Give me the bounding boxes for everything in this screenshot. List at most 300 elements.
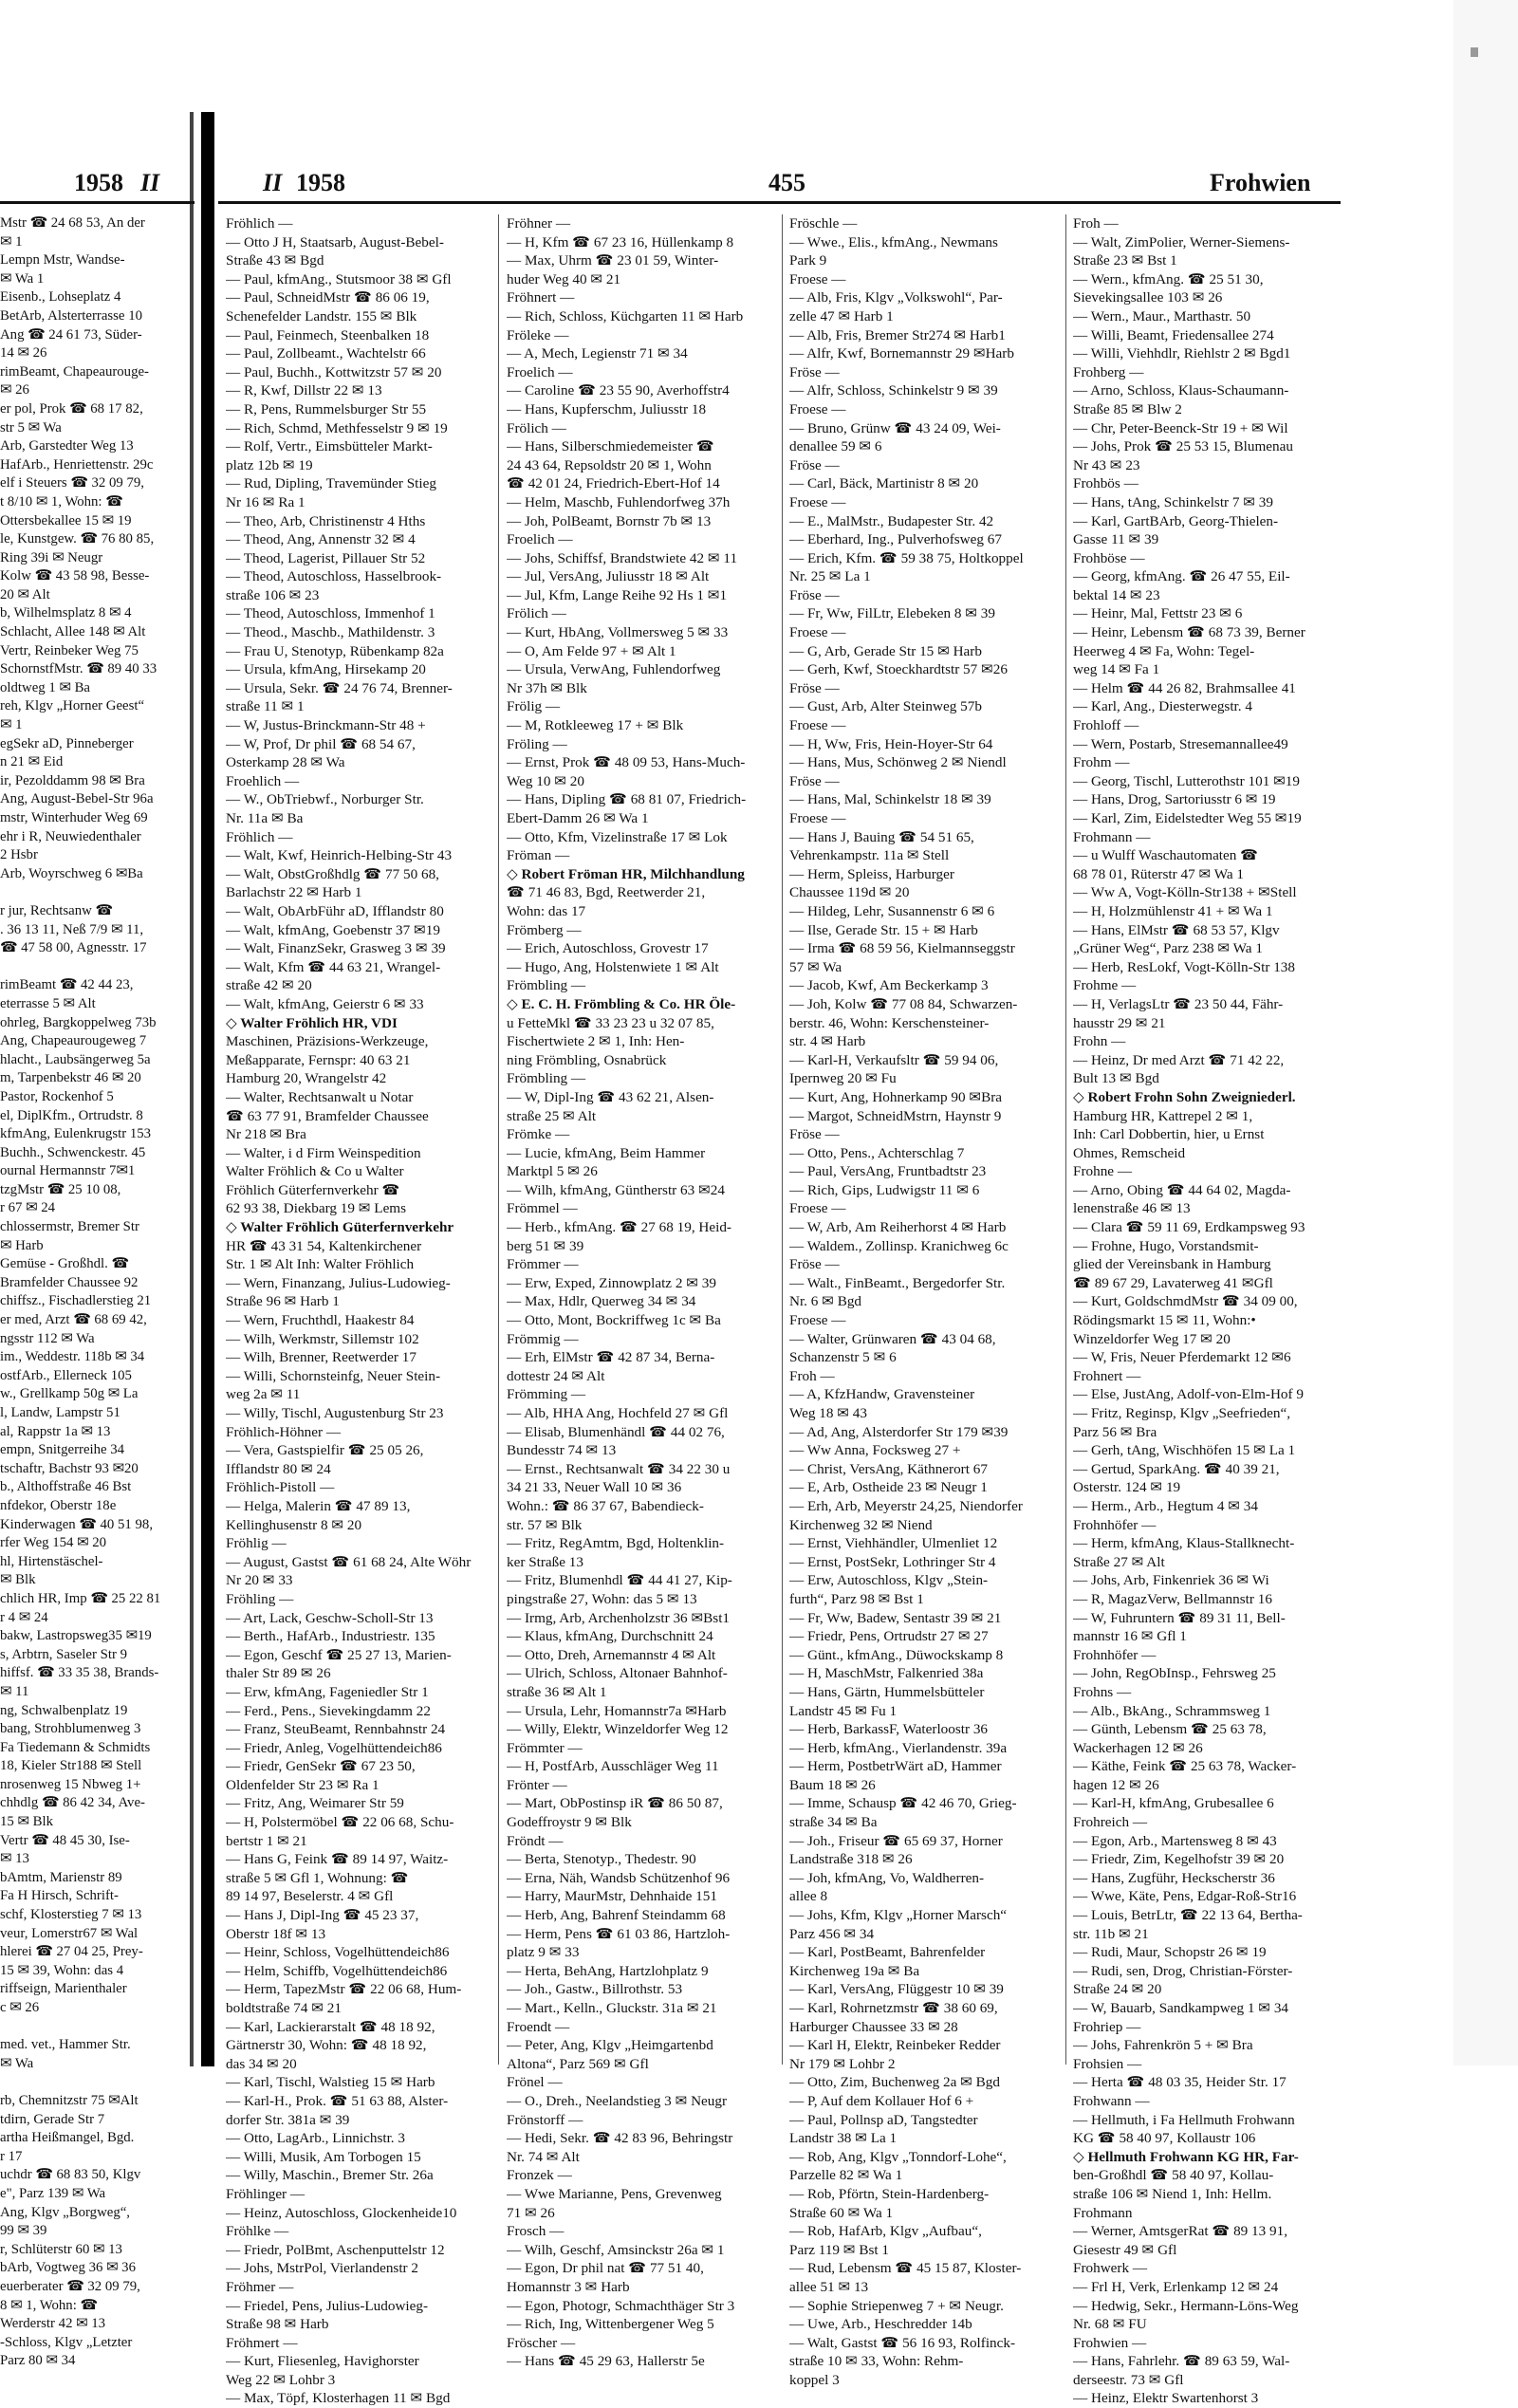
directory-entry-line: Oldenfelder Str 23 ✉ Ra 1	[226, 1776, 380, 1793]
directory-entry-line: — Wwe., Elis., kfmAng., Newmans	[789, 233, 998, 250]
directory-entry-line: Kirchenweg 32 ✉ Niend	[789, 1516, 933, 1533]
directory-entry-line: — H, Ww, Fris, Hein-Hoyer-Str 64	[789, 735, 993, 752]
directory-entry-line: Fa Tiedemann & Schmidts	[0, 1739, 151, 1755]
directory-entry-line: — Chr, Peter-Beenck-Str 19 + ✉ Wil	[1073, 419, 1288, 436]
directory-entry-line: straße 106 ✉ 23	[226, 586, 320, 603]
directory-entry-line: Kolw ☎ 43 58 98, Besse-	[0, 568, 150, 584]
directory-entry-line: Straße 60 ✉ Wa 1	[789, 2204, 894, 2221]
directory-entry-line: b., Althoffstraße 46 Bst	[0, 1479, 132, 1495]
directory-entry-line: Parz 80 ✉ 34	[0, 2353, 76, 2369]
directory-entry-line: — Karl, Lackierarstalt ☎ 48 18 92,	[226, 2018, 435, 2035]
directory-entry-line: egSekr aD, Pinneberger	[0, 735, 134, 751]
directory-entry-line: euerberater ☎ 32 09 79,	[0, 2278, 140, 2294]
directory-column-3	[789, 214, 1061, 2389]
directory-entry-line: Frohbös —	[1073, 475, 1138, 492]
directory-entry-line: — Erw, kfmAng, Fageniedler Str 1	[226, 1683, 429, 1700]
directory-entry-line: ☎ 47 58 00, Agnesstr. 17	[0, 940, 147, 956]
directory-entry-line: Frohberg —	[1073, 363, 1144, 380]
directory-entry-line: Froese —	[789, 717, 846, 734]
directory-entry-line: Ohmes, Remscheid	[1073, 1144, 1186, 1161]
directory-entry-line: rimBeamt ☎ 42 44 23,	[0, 977, 134, 993]
directory-entry-line: straße 25 ✉ Alt	[507, 1107, 597, 1124]
directory-entry-line: — Rolf, Vertr., Eimsbütteler Markt-	[226, 438, 433, 455]
directory-entry-line: — Ulrich, Schloss, Altonaer Bahnhof-	[507, 1665, 728, 1682]
directory-entry-line: — Alb, Fris, Klgv „Volkswohl“, Par-	[789, 289, 1003, 306]
directory-entry-line: Froelich —	[507, 531, 573, 548]
directory-entry-line: furth“, Parz 98 ✉ Bst 1	[789, 1590, 924, 1607]
directory-entry-line: ohrleg, Bargkoppelweg 73b	[0, 1014, 157, 1030]
directory-entry-line: hlerei ☎ 27 04 25, Prey-	[0, 1944, 143, 1960]
directory-entry-line: — Hans, Dipling ☎ 68 81 07, Friedrich-	[507, 791, 747, 808]
directory-entry-line: Frömbling —	[507, 977, 586, 994]
directory-entry-line: chlossermstr, Bremer Str	[0, 1219, 139, 1235]
directory-entry-line: — R, Pens, Rummelsburger Str 55	[226, 400, 427, 417]
directory-entry-line: — Rud, Lebensm ☎ 45 15 87, Kloster-	[789, 2260, 1022, 2277]
directory-entry-line: — Otto, Dreh, Arnemannstr 4 ✉ Alt	[507, 1646, 716, 1663]
directory-entry-line: — Rob, Pförtn, Stein-Hardenberg-	[789, 2185, 990, 2202]
directory-entry-line: Fröndt —	[507, 1832, 564, 1849]
directory-entry-line: — Hans, Fahrlehr. ☎ 89 63 59, Wal-	[1073, 2353, 1290, 2370]
left-page-header-volume: II	[140, 169, 160, 196]
directory-entry-line: Straße 43 ✉ Bgd	[226, 252, 324, 269]
directory-entry-line: — Walt, kfmAng, Goebenstr 37 ✉19	[226, 921, 440, 938]
directory-entry-line: Nr. 74 ✉ Alt	[507, 2148, 580, 2165]
directory-entry-line: ir, Pezolddamm 98 ✉ Bra	[0, 772, 145, 788]
header-volume: II	[263, 169, 283, 196]
directory-entry-line: — Walter, i d Firm Weinspedition	[226, 1144, 421, 1161]
directory-entry-line: Fröse —	[789, 1256, 840, 1273]
directory-entry-line: er pol, Prok ☎ 68 17 82,	[0, 400, 143, 417]
directory-entry-line: Frohloff —	[1073, 717, 1139, 734]
directory-entry-line: — Karl-H, kfmAng, Grubesallee 6	[1073, 1795, 1274, 1812]
directory-entry-line: Vehrenkampstr. 11a ✉ Stell	[789, 847, 950, 864]
directory-entry-line: Froh —	[1073, 215, 1119, 232]
directory-entry-line: — Hans, Mus, Schönweg 2 ✉ Niendl	[789, 754, 1007, 771]
directory-entry-line: tschaftr, Bachstr 93 ✉20	[0, 1460, 139, 1476]
directory-entry-line: Osterkamp 28 ✉ Wa	[226, 754, 345, 771]
directory-entry-line: reh, Klgv „Horner Geest“	[0, 698, 145, 714]
directory-entry-line: Pastor, Rockenhof 5	[0, 1088, 114, 1104]
directory-entry-line: Winzeldorfer Weg 17 ✉ 20	[1073, 1330, 1231, 1347]
directory-entry-line: — John, RegObInsp., Fehrsweg 25	[1073, 1665, 1276, 1682]
directory-entry-line: 14 ✉ 26	[0, 345, 47, 361]
directory-entry-line: Ang, August-Bebel-Str 96a	[0, 791, 154, 807]
directory-entry-line: b, Wilhelmsplatz 8 ✉ 4	[0, 605, 132, 621]
directory-entry-line: c ✉ 26	[0, 2000, 40, 2015]
directory-entry-line: weg 14 ✉ Fa 1	[1073, 661, 1160, 678]
directory-entry-line: Schenefelder Landstr. 155 ✉ Blk	[226, 307, 417, 324]
directory-entry-line: Marktpl 5 ✉ 26	[507, 1163, 598, 1180]
directory-entry-line: Fröse —	[789, 679, 840, 696]
directory-entry-line: — Mart, ObPostinsp iR ☎ 86 50 87,	[507, 1795, 723, 1812]
directory-entry-line: — W, Justus-Brinckmann-Str 48 +	[226, 717, 426, 734]
directory-entry-line: weg 2a ✉ 11	[226, 1386, 301, 1403]
directory-entry-line: — Theod, Autoschloss, Hasselbrook-	[226, 568, 442, 585]
directory-entry-line: ✉ 1	[0, 717, 23, 733]
directory-entry-line: Fröhlinger —	[226, 2185, 305, 2202]
directory-entry-line: Froese —	[789, 493, 846, 510]
directory-entry-line: — Paul, Pollnsp aD, Tangstedter	[789, 2111, 978, 2128]
directory-entry-line: ☎ 89 67 29, Lavaterweg 41 ✉Gfl	[1073, 1274, 1273, 1291]
directory-entry-line: w., Grellkamp 50g ✉ La	[0, 1386, 139, 1402]
directory-entry-line: zelle 47 ✉ Harb 1	[789, 307, 894, 324]
directory-entry-line: — O, Am Felde 97 + ✉ Alt 1	[507, 642, 676, 659]
directory-entry-line: — W, Dipl-Ing ☎ 43 62 21, Alsen-	[507, 1088, 714, 1105]
directory-entry-line: — A, Mech, Legienstr 71 ✉ 34	[507, 345, 688, 362]
directory-entry-line: Frömbling —	[507, 1070, 586, 1087]
directory-entry-line: bektal 14 ✉ 23	[1073, 586, 1160, 603]
directory-entry-line: — Ad, Ang, Alsterdorfer Str 179 ✉39	[789, 1423, 1009, 1440]
directory-entry-line: straße 11 ✉ 1	[226, 698, 305, 715]
directory-entry-line: — Heinz, Elektr Swartenhorst 3	[1073, 2390, 1259, 2407]
directory-entry-line: — Louis, BetrLtr, ☎ 22 13 64, Bertha-	[1073, 1907, 1303, 1924]
directory-entry-line: — Heinz, Autoschloss, Glockenheide10	[226, 2204, 457, 2221]
directory-entry-line: Baum 18 ✉ 26	[789, 1776, 876, 1793]
directory-entry-line: — Hans, ElMstr ☎ 68 53 57, Klgv	[1073, 921, 1280, 938]
directory-entry-line: SchornstfMstr. ☎ 89 40 33	[0, 661, 157, 677]
directory-entry-line: Hamburg 20, Wrangelstr 42	[226, 1070, 387, 1087]
directory-entry-line: — Arno, Obing ☎ 44 64 02, Magda-	[1073, 1181, 1291, 1198]
directory-entry-line: — E, Arb, Ostheide 23 ✉ Neugr 1	[789, 1479, 988, 1496]
directory-entry-line: — Otto, Kfm, Vizelinstraße 17 ✉ Lok	[507, 828, 728, 845]
directory-entry-line: — Ernst, Viehhändler, Ulmenliet 12	[789, 1535, 998, 1552]
directory-entry-line: — Peter, Ang, Klgv „Heimgartenbd	[507, 2037, 713, 2054]
directory-entry-line: Osterstr. 124 ✉ 19	[1073, 1479, 1181, 1496]
directory-entry-line: — Heinr, Schloss, Vogelhüttendeich86	[226, 1944, 450, 1961]
directory-entry-line: Gemüse - Großhdl. ☎	[0, 1256, 129, 1272]
directory-entry-line: koppel 3	[789, 2371, 840, 2388]
directory-entry-line: Frohnert —	[1073, 1367, 1141, 1384]
directory-entry-line: Nr 16 ✉ Ra 1	[226, 493, 305, 510]
directory-entry-line: schf, Klosterstieg 7 ✉ 13	[0, 1907, 142, 1923]
directory-entry-line: — Karl, GartBArb, Georg-Thielen-	[1073, 512, 1279, 529]
directory-entry-line: Arb, Woyrschweg 6 ✉Ba	[0, 865, 143, 881]
directory-entry-line: — Joh, Kolw ☎ 77 08 84, Schwarzen-	[789, 995, 1018, 1012]
directory-entry-line: — Kurt, Fliesenleg, Havighorster	[226, 2353, 419, 2370]
header-rule	[218, 201, 1341, 204]
directory-entry-line: Fröse —	[789, 586, 840, 603]
directory-entry-line: Fröhlke —	[226, 2223, 289, 2240]
directory-entry-line: ✉ Wa	[0, 2055, 34, 2071]
directory-entry-line: artha Heißmangel, Bgd.	[0, 2130, 135, 2146]
directory-entry-line: Nr. 11a ✉ Ba	[226, 810, 304, 826]
directory-entry-line: ☎ 71 46 83, Bgd, Reetwerder 21,	[507, 884, 706, 901]
directory-entry-line: pingstraße 27, Wohn: das 5 ✉ 13	[507, 1590, 697, 1607]
directory-entry-line: Frömmig —	[507, 1330, 579, 1347]
directory-entry-line: — Fritz, Reginsp, Klgv „Seefrieden“,	[1073, 1405, 1291, 1421]
directory-entry-line: lenenstraße 46 ✉ 13	[1073, 1200, 1191, 1217]
directory-entry-line: — W, Bauarb, Sandkampweg 1 ✉ 34	[1073, 2000, 1289, 2016]
directory-entry-line: — Hans, Kupferschm, Juliusstr 18	[507, 400, 707, 417]
directory-entry-line: — Wilh, kfmAng, Güntherstr 63 ✉24	[507, 1181, 725, 1198]
column-divider-3	[1065, 214, 1066, 2065]
directory-entry-line: — Rud, Dipling, Travemünder Stieg	[226, 475, 436, 492]
directory-entry-line: — Fr, Ww, Badew, Sentastr 39 ✉ 21	[789, 1609, 1002, 1626]
directory-entry-line: tzgMstr ☎ 25 10 08,	[0, 1181, 121, 1197]
directory-entry-line: Straße 85 ✉ Blw 2	[1073, 400, 1182, 417]
directory-entry-line: — Irma ☎ 68 59 56, Kielmannseggstr	[789, 940, 1015, 957]
directory-entry-line: — Herm, PostbetrWärt aD, Hammer	[789, 1758, 1002, 1775]
directory-entry-line: Rödingsmarkt 15 ✉ 11, Wohn:•	[1073, 1312, 1256, 1329]
directory-entry-line: — Ernst., Rechtsanwalt ☎ 34 22 30 u	[507, 1460, 731, 1477]
directory-entry-line: ehr i R, Neuwiedenthaler	[0, 828, 141, 844]
directory-entry-line: Frölig —	[507, 698, 561, 715]
directory-entry-line: — Karl-H, Verkaufsltr ☎ 59 94 06,	[789, 1051, 999, 1068]
directory-entry-line: ostfArb., Ellerneck 105	[0, 1367, 132, 1383]
directory-entry-line: Frohreich —	[1073, 1814, 1148, 1831]
directory-entry-line: m, Tarpenbekstr 46 ✉ 20	[0, 1070, 141, 1086]
directory-entry-line: kfmAng, Eulenkrugstr 153	[0, 1126, 152, 1142]
directory-entry-line: — Willi, Beamt, Friedensallee 274	[1073, 326, 1274, 343]
directory-entry-line: s, Arbtrn, Saseler Str 9	[0, 1646, 127, 1662]
directory-entry-line: r, Schlüterstr 60 ✉ 13	[0, 2241, 122, 2257]
directory-entry-line: — Gerh, tAng, Wischhöfen 15 ✉ La 1	[1073, 1442, 1296, 1459]
directory-entry-line: al, Rappstr 1a ✉ 13	[0, 1423, 111, 1439]
directory-entry-line: — Irmg, Arb, Archenholzstr 36 ✉Bst1	[507, 1609, 731, 1626]
directory-entry-line: — Hedi, Sekr. ☎ 42 83 96, Behringstr	[507, 2130, 733, 2147]
directory-entry-line: r 17	[0, 2148, 23, 2164]
directory-entry-line: — H, PostfArb, Ausschläger Weg 11	[507, 1758, 719, 1775]
directory-entry-line: — Karl, Tischl, Walstieg 15 ✉ Harb	[226, 2074, 435, 2091]
directory-entry-line: Weg 18 ✉ 43	[789, 1405, 867, 1421]
directory-entry-line: — Lucie, kfmAng, Beim Hammer	[507, 1144, 706, 1161]
directory-entry-line: — August, Gastst ☎ 61 68 24, Alte Wöhr	[226, 1553, 472, 1570]
directory-entry-line: Ifflandstr 80 ✉ 24	[226, 1460, 331, 1477]
directory-entry-line: chlich HR, Imp ☎ 25 22 81	[0, 1590, 161, 1606]
directory-entry-line: — O., Dreh., Neelandstieg 3 ✉ Neugr	[507, 2092, 728, 2109]
directory-entry-line: — Hans, Zugführ, Heckscherstr 36	[1073, 1869, 1275, 1886]
directory-entry-line: bAmtm, Marienstr 89	[0, 1869, 122, 1885]
directory-entry-line: — Erich, Autoschloss, Grovestr 17	[507, 940, 709, 957]
directory-entry-line: — Herm, kfmAng, Klaus-Stallknecht-	[1073, 1535, 1295, 1552]
directory-entry-line: Frömke —	[507, 1126, 570, 1143]
directory-entry-line: Weg 10 ✉ 20	[507, 772, 584, 789]
directory-entry-line: — Ferd., Pens., Sievekingdamm 22	[226, 1702, 431, 1719]
directory-entry-line: — W., ObTriebwf., Norburger Str.	[226, 791, 424, 808]
directory-entry-line: Buchh., Schwenckestr. 45	[0, 1144, 146, 1160]
directory-entry-line: — Otto J H, Staatsarb, August-Bebel-	[226, 233, 444, 250]
header-year: 1958	[296, 169, 345, 196]
directory-entry-line: — Art, Lack, Geschw-Scholl-Str 13	[226, 1609, 434, 1626]
directory-entry-line: Froehlich —	[226, 772, 300, 789]
directory-entry-line: Vertr ☎ 48 45 30, Ise-	[0, 1832, 130, 1848]
directory-entry-line: — Mart., Kelln., Gluckstr. 31a ✉ 21	[507, 2000, 717, 2016]
directory-entry-line: — Max, Töpf, Klosterhagen 11 ✉ Bgd	[226, 2390, 451, 2407]
directory-entry-line: ✉ 1	[0, 233, 23, 250]
directory-entry-line: — Herm, TapezMstr ☎ 22 06 68, Hum-	[226, 1981, 462, 1998]
directory-entry-line: — Egon, Dr phil nat ☎ 77 51 40,	[507, 2260, 704, 2277]
directory-entry-line: — Bruno, Grünw ☎ 43 24 09, Wei-	[789, 419, 1001, 436]
directory-entry-line: Weg 22 ✉ Lohbr 3	[226, 2371, 336, 2388]
directory-entry-line: e", Parz 139 ✉ Wa	[0, 2185, 106, 2201]
directory-entry-line: Fröse —	[789, 1126, 840, 1143]
directory-entry-line: — Fritz, Ang, Weimarer Str 59	[226, 1795, 404, 1812]
directory-entry-line: chiffsz., Fischadlerstieg 21	[0, 1293, 152, 1309]
directory-entry-line: Frönter —	[507, 1776, 567, 1793]
directory-entry-line: — Hans, tAng, Schinkelstr 7 ✉ 39	[1073, 493, 1273, 510]
directory-entry-line: 18, Kieler Str188 ✉ Stell	[0, 1758, 142, 1774]
directory-entry-line: — Paul, Zollbeamt., Wachtelstr 66	[226, 345, 426, 362]
directory-entry-line: ◇ Robert Fröman HR, Milchhandlung	[507, 865, 745, 882]
directory-entry-line: — Johs, Kfm, Klgv „Horner Marsch“	[789, 1907, 1008, 1924]
directory-entry-line: — Kurt, HbAng, Vollmersweg 5 ✉ 33	[507, 624, 729, 641]
directory-entry-line: — Herm, Pens ☎ 61 03 86, Hartzloh-	[507, 1925, 731, 1942]
directory-entry-line: Frohns —	[1073, 1683, 1132, 1700]
directory-entry-line: ☎ 63 77 91, Bramfelder Chaussee	[226, 1107, 429, 1124]
directory-entry-line: — Hans, Gärtn, Hummelsbütteler	[789, 1683, 985, 1700]
directory-entry-line: — Berth., HafArb., Industriestr. 135	[226, 1628, 435, 1645]
directory-entry-line: — Johs, Fahrenkrön 5 + ✉ Bra	[1073, 2037, 1253, 2054]
directory-entry-line: Frömberg —	[507, 921, 582, 938]
directory-entry-line: Oberstr 18f ✉ 13	[226, 1925, 326, 1942]
directory-entry-line: — Karl H, Elektr, Reinbeker Redder	[789, 2037, 1001, 2054]
directory-entry-line: — Herb., kfmAng. ☎ 27 68 19, Heid-	[507, 1219, 731, 1236]
directory-entry-line: dorfer Str. 381a ✉ 39	[226, 2111, 350, 2128]
directory-entry-line: Frönel —	[507, 2074, 563, 2091]
directory-entry-line: — Kurt, Ang, Hohnerkamp 90 ✉Bra	[789, 1088, 1003, 1105]
directory-entry-line: — Max, Hdlr, Querweg 34 ✉ 34	[507, 1293, 696, 1310]
directory-entry-line: Frölich —	[507, 605, 566, 622]
directory-entry-line: Fröse —	[789, 363, 840, 380]
directory-entry-line: Landstraße 318 ✉ 26	[789, 1851, 913, 1868]
directory-entry-line: Fröse —	[789, 456, 840, 473]
directory-entry-line: — Sophie Striepenweg 7 + ✉ Neugr.	[789, 2297, 1004, 2314]
directory-entry-line: — Rob, HafArb, Klgv „Aufbau“,	[789, 2223, 982, 2240]
directory-entry-line: Vertr, Reinbeker Weg 75	[0, 642, 139, 658]
directory-entry-line: 62 93 38, Diekbarg 19 ✉ Lems	[226, 1200, 407, 1217]
directory-entry-line: Bramfelder Chaussee 92	[0, 1274, 139, 1290]
directory-entry-line: — Wilh, Werkmstr, Sillemstr 102	[226, 1330, 419, 1347]
directory-entry-line: Kinderwagen ☎ 40 51 98,	[0, 1516, 154, 1532]
directory-entry-line: Mstr ☎ 24 68 53, An der	[0, 215, 145, 231]
directory-entry-line: — H, MaschMstr, Falkenried 38a	[789, 1665, 984, 1682]
directory-entry-line: u FetteMkl ☎ 33 23 23 u 32 07 85,	[507, 1014, 714, 1031]
directory-entry-line: veur, Lomerstr67 ✉ Wal	[0, 1925, 139, 1941]
directory-entry-line: — Erh, ElMstr ☎ 42 87 34, Berna-	[507, 1349, 715, 1366]
directory-entry-line: Str. 1 ✉ Alt Inh: Walter Fröhlich	[226, 1256, 415, 1273]
directory-entry-line: — Käthe, Feink ☎ 25 63 78, Wacker-	[1073, 1758, 1297, 1775]
directory-entry-line: Ang, Chapeaurougeweg 7	[0, 1033, 147, 1049]
directory-entry-line: — Rich, Gips, Ludwigstr 11 ✉ 6	[789, 1181, 980, 1198]
directory-entry-line: Frömmter —	[507, 1739, 583, 1756]
directory-entry-line: — Theod, Ang, Annenstr 32 ✉ 4	[226, 531, 416, 548]
directory-entry-line: — Paul, VersAng, Fruntbadtstr 23	[789, 1163, 987, 1180]
directory-entry-line: — Waldem., Zollinsp. Kranichweg 6c	[789, 1237, 1009, 1254]
directory-entry-line: Straße 23 ✉ Bst 1	[1073, 252, 1177, 269]
directory-entry-line: — Helga, Malerin ☎ 47 89 13,	[226, 1497, 411, 1514]
directory-entry-line: str 5 ✉ Wa	[0, 419, 62, 435]
directory-entry-line: — H, Holzmühlenstr 41 + ✉ Wa 1	[1073, 902, 1273, 919]
directory-entry-line: Frohm —	[1073, 754, 1130, 771]
directory-entry-line: — Otto, Pens., Achterschlag 7	[789, 1144, 965, 1161]
directory-entry-line: hausstr 29 ✉ 21	[1073, 1014, 1166, 1031]
directory-entry-line: Kellinghusenstr 8 ✉ 20	[226, 1516, 362, 1533]
directory-entry-line: ◇ E. C. H. Frömbling & Co. HR Öle-	[507, 995, 736, 1012]
directory-entry-line: 8 ✉ 1, Wohn: ☎	[0, 2297, 98, 2313]
directory-entry-line: Ang, Klgv „Borgweg“,	[0, 2204, 130, 2220]
directory-entry-line: — Paul, SchneidMstr ☎ 86 06 19,	[226, 289, 430, 306]
directory-entry-line: — Willi, Viehhdlr, Riehlstr 2 ✉ Bgd1	[1073, 345, 1291, 362]
directory-entry-line: chhdlg ☎ 86 42 34, Ave-	[0, 1795, 145, 1811]
directory-entry-line: — Herb, kfmAng., Vierlandenstr. 39a	[789, 1739, 1008, 1756]
directory-entry-line: — Willy, Tischl, Augustenburg Str 23	[226, 1405, 444, 1421]
directory-entry-line: — Erh, Arb, Meyerstr 24,25, Niendorfer	[789, 1497, 1023, 1514]
directory-entry-line: Frölich —	[507, 419, 566, 436]
directory-entry-line: Lempn Mstr, Wandse-	[0, 252, 125, 269]
directory-entry-line: — Walt., FinBeamt., Bergedorfer Str.	[789, 1274, 1006, 1291]
directory-entry-line: — P, Auf dem Kollauer Hof 6 +	[789, 2092, 974, 2109]
directory-entry-line: — Willi, Schornsteinfg, Neuer Stein-	[226, 1367, 441, 1384]
directory-entry-line: Meßapparate, Fernspr: 40 63 21	[226, 1051, 411, 1068]
directory-entry-line: — Hans, Drog, Sartoriusstr 6 ✉ 19	[1073, 791, 1276, 808]
directory-entry-line: oldtweg 1 ✉ Ba	[0, 679, 91, 695]
directory-entry-line: — Gerh, Kwf, Stoeckhardtstr 57 ✉26	[789, 661, 1008, 678]
directory-entry-line: — Werner, AmtsgerRat ☎ 89 13 91,	[1073, 2223, 1288, 2240]
header-keyword: Frohwien	[1210, 169, 1311, 196]
directory-entry-line: — Herm, Spleiss, Harburger	[789, 865, 954, 882]
directory-entry-line	[0, 958, 190, 977]
directory-entry-line: empn, Snitgerreihe 34	[0, 1442, 125, 1458]
directory-entry-line: — Karl, Rohrnetzmstr ☎ 38 60 69,	[789, 2000, 998, 2016]
directory-entry-line: — Johs, MstrPol, Vierlandenstr 2	[226, 2260, 418, 2277]
directory-entry-line: — W, Arb, Am Reiherhorst 4 ✉ Harb	[789, 1219, 1007, 1236]
directory-entry-line: — Karl-H., Prok. ☎ 51 63 88, Alster-	[226, 2092, 449, 2109]
directory-column-2	[507, 214, 778, 2371]
directory-entry-line: Frohn —	[1073, 1033, 1126, 1050]
directory-entry-line: — Paul, Feinmech, Steenbalken 18	[226, 326, 430, 343]
directory-entry-line: ker Straße 13	[507, 1553, 583, 1570]
directory-entry-line: Frosch —	[507, 2223, 565, 2240]
directory-entry-line: — Johs, Schiffsf, Brandstwiete 42 ✉ 11	[507, 549, 738, 566]
directory-entry-line: — Erw, Exped, Zinnowplatz 2 ✉ 39	[507, 1274, 716, 1291]
directory-entry-line: — Ernst, PostSekr, Lothringer Str 4	[789, 1553, 996, 1570]
directory-entry-line: — Friedel, Pens, Julius-Ludowieg-	[226, 2297, 429, 2314]
directory-column-1	[226, 214, 491, 2408]
directory-entry-line: . 36 13 11, Neß 7/9 ✉ 11,	[0, 921, 144, 937]
directory-entry-line: — W, Fris, Neuer Pferdemarkt 12 ✉6	[1073, 1349, 1291, 1366]
directory-entry-line: — Egon, Arb., Martensweg 8 ✉ 43	[1073, 1832, 1277, 1849]
directory-entry-line: r jur, Rechtsanw ☎	[0, 902, 113, 918]
directory-entry-line: straße 10 ✉ 33, Wohn: Rehm-	[789, 2353, 964, 2370]
directory-entry-line: eterrasse 5 ✉ Alt	[0, 995, 96, 1011]
directory-entry-line: berg 51 ✉ 39	[507, 1237, 584, 1254]
directory-entry-line: — Joh., Gastw., Billrothstr. 53	[507, 1981, 683, 1998]
directory-entry-line: — Gust, Arb, Alter Steinweg 57b	[789, 698, 982, 715]
directory-entry-line: — Berta, Stenotyp., Thedestr. 90	[507, 1851, 696, 1868]
directory-entry-line: Parz 456 ✉ 34	[789, 1925, 875, 1942]
directory-entry-line: Straße 98 ✉ Harb	[226, 2316, 329, 2333]
directory-entry-line: — Joh., Friseur ☎ 65 69 37, Horner	[789, 1832, 1003, 1849]
directory-entry-line: — Willi, Musik, Am Torbogen 15	[226, 2148, 421, 2165]
directory-entry-line: — Herb, Ang, Bahrenf Steindamm 68	[507, 1907, 726, 1924]
directory-entry-line: hiffsf. ☎ 33 35 38, Brands-	[0, 1665, 159, 1681]
directory-entry-line: — R, MagazVerw, Bellmannstr 16	[1073, 1590, 1272, 1607]
directory-entry-line: — Walter, Grünwaren ☎ 43 04 68,	[789, 1330, 996, 1347]
directory-entry-line: Barlachstr 22 ✉ Harb 1	[226, 884, 362, 901]
directory-entry-line: — Theod, Lagerist, Pillauer Str 52	[226, 549, 426, 566]
directory-entry-line: Froese —	[789, 1200, 846, 1217]
directory-entry-line: Fronzek —	[507, 2167, 572, 2184]
directory-entry-line: — Ursula, kfmAng, Hirsekamp 20	[226, 661, 426, 678]
directory-entry-line: — Herta, BehAng, Hartzlohplatz 9	[507, 1962, 709, 1979]
directory-entry-line: Fröschle —	[789, 215, 858, 232]
directory-entry-line: — Ursula, Sekr. ☎ 24 76 74, Brenner-	[226, 679, 453, 696]
directory-entry-line: ☎ 42 01 24, Friedrich-Ebert-Hof 14	[507, 475, 720, 492]
directory-entry-line: — Frl H, Verk, Erlenkamp 12 ✉ 24	[1073, 2278, 1279, 2295]
directory-entry-line: rb, Chemnitzstr 75 ✉Alt	[0, 2092, 139, 2108]
directory-entry-line: glied der Vereinsbank in Hamburg	[1073, 1256, 1271, 1273]
directory-entry-line: Arb, Garstedter Weg 13	[0, 438, 134, 454]
